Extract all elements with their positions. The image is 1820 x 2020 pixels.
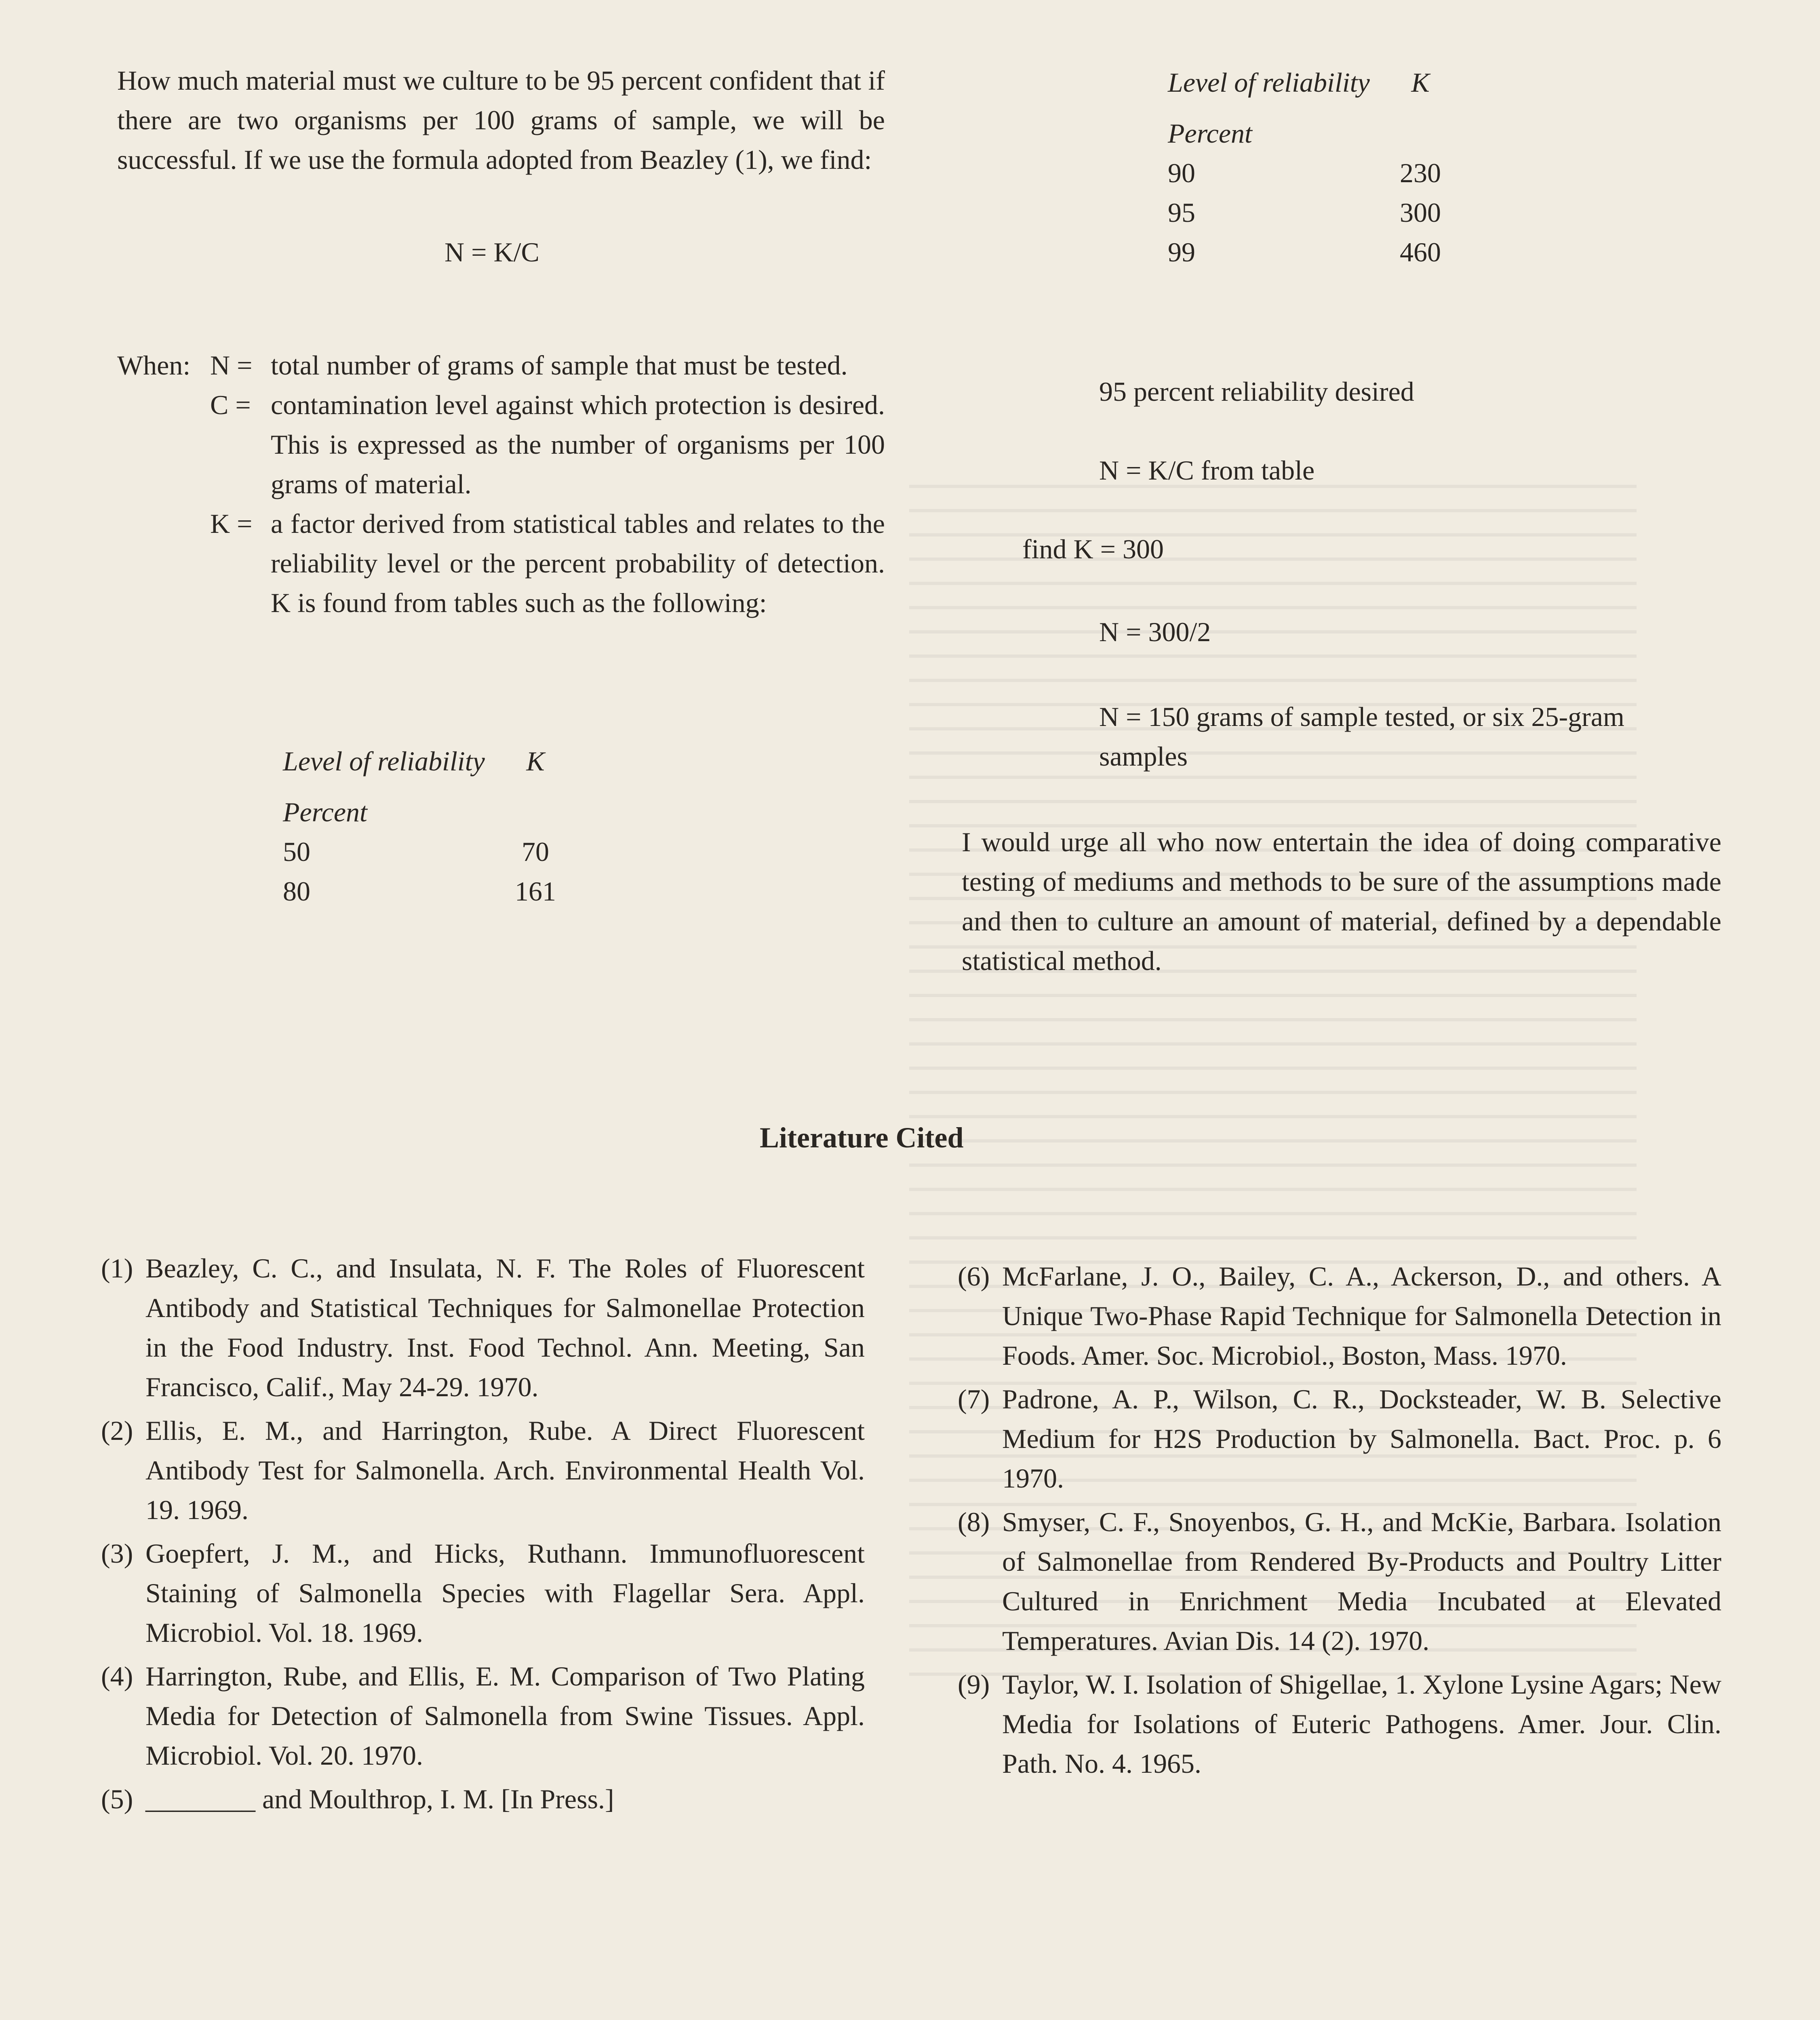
def-n-row xyxy=(117,345,885,385)
right-calc-line-2: N = K/C from table xyxy=(1099,455,1315,486)
table-row xyxy=(1168,232,1471,272)
reference-number: (3) xyxy=(101,1538,133,1569)
reference-number: (1) xyxy=(101,1253,133,1284)
level-header: Level of reliability xyxy=(283,746,485,776)
level-99: 99 xyxy=(1168,237,1195,267)
right-calc-line-3: find K = 300 xyxy=(1022,534,1164,564)
percent-row xyxy=(1168,114,1471,153)
right-reliability-table xyxy=(1168,63,1471,272)
reference-2 xyxy=(101,1411,865,1530)
reference-6 xyxy=(958,1256,1721,1375)
left-intro xyxy=(117,61,885,179)
reference-1 xyxy=(101,1248,865,1407)
reference-text: Padrone, A. P., Wilson, C. R., Docksteader, W. B. Selective Medium for H2S Production by Salmonella. Bact. Proc. p. 6 1970. xyxy=(1002,1384,1721,1494)
percent-label: Percent xyxy=(1168,118,1252,149)
def-n-text: total number of grams of sample that must be tested. xyxy=(271,350,848,381)
reference-text: Smyser, C. F., Snoyenbos, G. H., and McKie, Barbara. Isolation of Salmonellae from Rendered By-Products and Poultry Litter Cultured in Enrichment Media Incubated at Elevated Temperatures. Avian Dis. 14 (2). 1970. xyxy=(1002,1507,1721,1656)
reference-5 xyxy=(101,1779,865,1819)
reference-9 xyxy=(958,1664,1721,1783)
def-k-row xyxy=(117,504,885,623)
def-k-text: a factor derived from statistical tables and relates to the reliability level or the percent probability of detection. K is found from tables such as the following: xyxy=(271,508,885,618)
level-90: 90 xyxy=(1168,158,1195,188)
reference-text: Harrington, Rube, and Ellis, E. M. Comparison of Two Plating Media for Detection of Salmonella from Swine Tissues. Appl. Microbiol. Vol. 20. 1970. xyxy=(145,1661,865,1771)
intro-paragraph: How much material must we culture to be 95 percent confident that if there are two organisms per 100 grams of sample, we will be successful. If we use the formula adopted from Beazley (1), we find: xyxy=(117,65,885,175)
table-row xyxy=(283,871,586,911)
def-c-row xyxy=(117,385,885,504)
reference-text: Beazley, C. C., and Insulata, N. F. The Roles of Fluorescent Antibody and Statistical Techniques for Salmonellae Protection in the Food Industry. Inst. Food Technol. Ann. Meeting, San Francisco, Calif., May 24-29. 1970. xyxy=(145,1253,865,1402)
reference-3 xyxy=(101,1534,865,1652)
right-references xyxy=(958,1256,1721,1787)
right-closing-paragraph xyxy=(962,822,1721,981)
reference-4 xyxy=(101,1656,865,1775)
right-calc-line-5: N = 150 grams of sample tested, or six 25-gram samples xyxy=(1099,701,1624,772)
table-header-row xyxy=(1168,63,1471,102)
left-reliability-table xyxy=(283,741,586,911)
left-references xyxy=(101,1248,865,1823)
percent-label: Percent xyxy=(283,797,367,827)
reference-number: (9) xyxy=(958,1669,990,1700)
table-row xyxy=(1168,193,1471,232)
level-50: 50 xyxy=(283,836,310,867)
reference-7 xyxy=(958,1379,1721,1498)
right-calc-line-1: 95 percent reliability desired xyxy=(1099,376,1414,407)
def-c-term: C = xyxy=(210,389,251,420)
k-230: 230 xyxy=(1400,158,1441,188)
k-header: K xyxy=(1411,67,1430,98)
reference-text: Ellis, E. M., and Harrington, Rube. A Direct Fluorescent Antibody Test for Salmonella. Arch. Environmental Health Vol. 19. 1969. xyxy=(145,1415,865,1525)
def-c-text: contamination level against which protection is desired. This is expressed as the number of organisms per 100 grams of material. xyxy=(271,389,885,499)
def-k-term: K = xyxy=(210,508,253,539)
table-row xyxy=(283,832,586,871)
reference-number: (7) xyxy=(958,1384,990,1414)
reference-number: (8) xyxy=(958,1507,990,1537)
reference-text: ________ and Moulthrop, I. M. [In Press.] xyxy=(145,1784,614,1814)
level-80: 80 xyxy=(283,876,310,907)
reference-text: Goepfert, J. M., and Hicks, Ruthann. Immunofluorescent Staining of Salmonella Species with Flagellar Sera. Appl. Microbiol. Vol. 18. 1969. xyxy=(145,1538,865,1648)
reference-number: (6) xyxy=(958,1261,990,1292)
k-460: 460 xyxy=(1400,237,1441,267)
table-header-row xyxy=(283,741,586,781)
reference-number: (4) xyxy=(101,1661,133,1692)
k-70: 70 xyxy=(522,836,549,867)
percent-row xyxy=(283,792,586,832)
level-95: 95 xyxy=(1168,197,1195,228)
k-header: K xyxy=(526,746,545,776)
reference-number: (2) xyxy=(101,1415,133,1446)
closing-paragraph: I would urge all who now entertain the idea of doing comparative testing of mediums and methods to be sure of the assumptions made and then to culture an amount of material, defined by a dependable statistical method. xyxy=(962,827,1721,976)
def-n-term: N = xyxy=(210,350,253,381)
level-header: Level of reliability xyxy=(1168,67,1370,98)
definitions-block xyxy=(117,345,885,623)
k-161: 161 xyxy=(515,876,556,907)
reference-8 xyxy=(958,1502,1721,1660)
formula-n-kc: N = K/C xyxy=(444,237,539,267)
k-300: 300 xyxy=(1400,197,1441,228)
right-calc-line-4: N = 300/2 xyxy=(1099,617,1211,647)
literature-cited-heading: Literature Cited xyxy=(760,1122,964,1154)
when-label: When: xyxy=(117,350,191,381)
reference-number: (5) xyxy=(101,1784,133,1814)
table-row xyxy=(1168,153,1471,193)
reference-text: McFarlane, J. O., Bailey, C. A., Ackerson, D., and others. A Unique Two-Phase Rapid Technique for Salmonella Detection in Foods. Amer. Soc. Microbiol., Boston, Mass. 1970. xyxy=(1002,1261,1721,1371)
reference-text: Taylor, W. I. Isolation of Shigellae, 1. Xylone Lysine Agars; New Media for Isolations of Euteric Pathogens. Amer. Jour. Clin. Path. No. 4. 1965. xyxy=(1002,1669,1721,1779)
